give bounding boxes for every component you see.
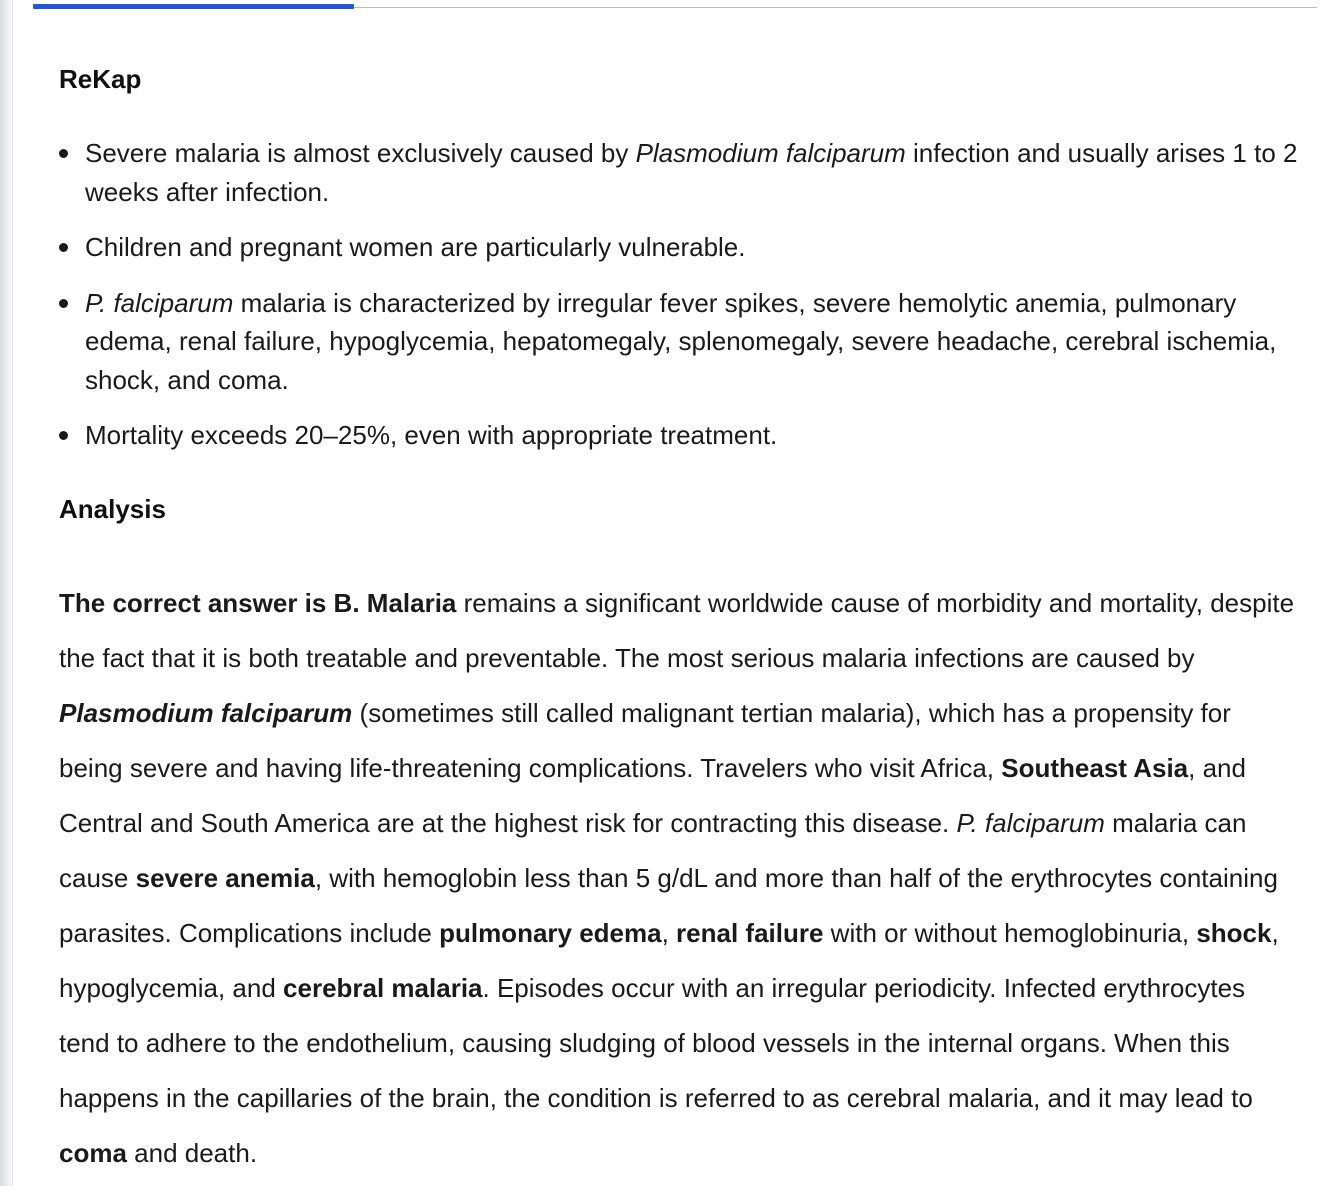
text-run: malaria can cause (59, 807, 1247, 893)
text-run: , hypoglycemia, and (59, 917, 1279, 1003)
analysis-paragraph (59, 576, 1299, 1181)
text-run: Severe malaria is almost exclusively caused by (85, 138, 636, 168)
tab-strip (33, 4, 1317, 10)
italic-text-run: Plasmodium falciparum (635, 138, 906, 168)
text-run: and death. (126, 1137, 258, 1168)
explanation-content (59, 60, 1317, 1186)
text-run: Plasmodium falciparum (59, 697, 353, 728)
text-run: , (661, 917, 677, 948)
bold-text-run: pulmonary edema (439, 917, 662, 948)
text-run: infection and usually arises 1 to 2 weeks after infection. (85, 138, 1298, 207)
bold-text-run: cerebral malaria (283, 972, 483, 1003)
text-run: , with hemoglobin less than 5 g/dL and more than half of the erythrocytes containing parasites. Complications include (59, 862, 1278, 948)
text-run: malaria is characterized by irregular fever spikes, severe hemolytic anemia, pulmonary edema, renal failure, hypoglycemia, hepatomegaly, splenomegaly, severe headache, cerebral ischemia, shock, and coma. (85, 287, 1277, 395)
bullet-dot-icon (59, 243, 68, 252)
sidebar-divider (12, 0, 13, 1186)
bold-text-run: coma (59, 1137, 127, 1168)
rekap-bullet-text (85, 420, 777, 450)
bullet-dot-icon (59, 431, 68, 440)
rekap-bullet-text (85, 232, 746, 262)
bold-text-run: severe anemia (135, 862, 315, 893)
bullet-dot-icon (59, 299, 68, 308)
text-run: , and Central and South America are at the highest risk for contracting this disease. (59, 752, 1246, 838)
analysis-heading: Analysis (59, 493, 166, 524)
rekap-heading: ReKap (59, 64, 142, 94)
text-run: . Episodes occur with an irregular periodicity. Infected erythrocytes tend to adhere to the endothelium, causing sludging of blood vessels in the internal organs. When this happens in the capillaries of the brain, the condition is referred to as cerebral malaria, and it may lead to (59, 972, 1253, 1113)
rekap-bullet-list (59, 134, 1317, 455)
italic-text-run: P. falciparum (956, 807, 1105, 838)
rekap-bullet (59, 416, 1317, 455)
text-run: Children and pregnant women are particularly vulnerable. (85, 232, 746, 262)
text-run: remains a significant worldwide cause of morbidity and mortality, despite the fact that it is both treatable and preventable. The most serious malaria infections are caused by (59, 587, 1295, 673)
text-run: Mortality exceeds 20–25%, even with appropriate treatment. (85, 420, 778, 450)
rekap-bullet-text (85, 138, 1297, 207)
bold-text-run: The correct answer is B. Malaria (59, 587, 457, 618)
rekap-bullet (59, 134, 1317, 211)
left-sidebar-edge (0, 0, 12, 1186)
text-run: with or without hemoglobinuria, (823, 917, 1197, 948)
rekap-bullet (59, 228, 1317, 267)
rekap-bullet (59, 284, 1317, 400)
bold-text-run (59, 698, 352, 728)
active-tab-indicator[interactable] (33, 4, 354, 9)
bold-text-run: renal failure (676, 917, 824, 948)
text-run: (sometimes still called malignant tertian malaria), which has a propensity for being severe and having life-threatening complications. Travelers who visit Africa, (59, 697, 1231, 783)
italic-text-run: P. falciparum (85, 287, 234, 318)
bold-text-run: Southeast Asia (1001, 752, 1189, 783)
bullet-dot-icon (59, 149, 68, 158)
bold-text-run: shock (1196, 917, 1272, 948)
rekap-bullet-text (85, 288, 1276, 395)
